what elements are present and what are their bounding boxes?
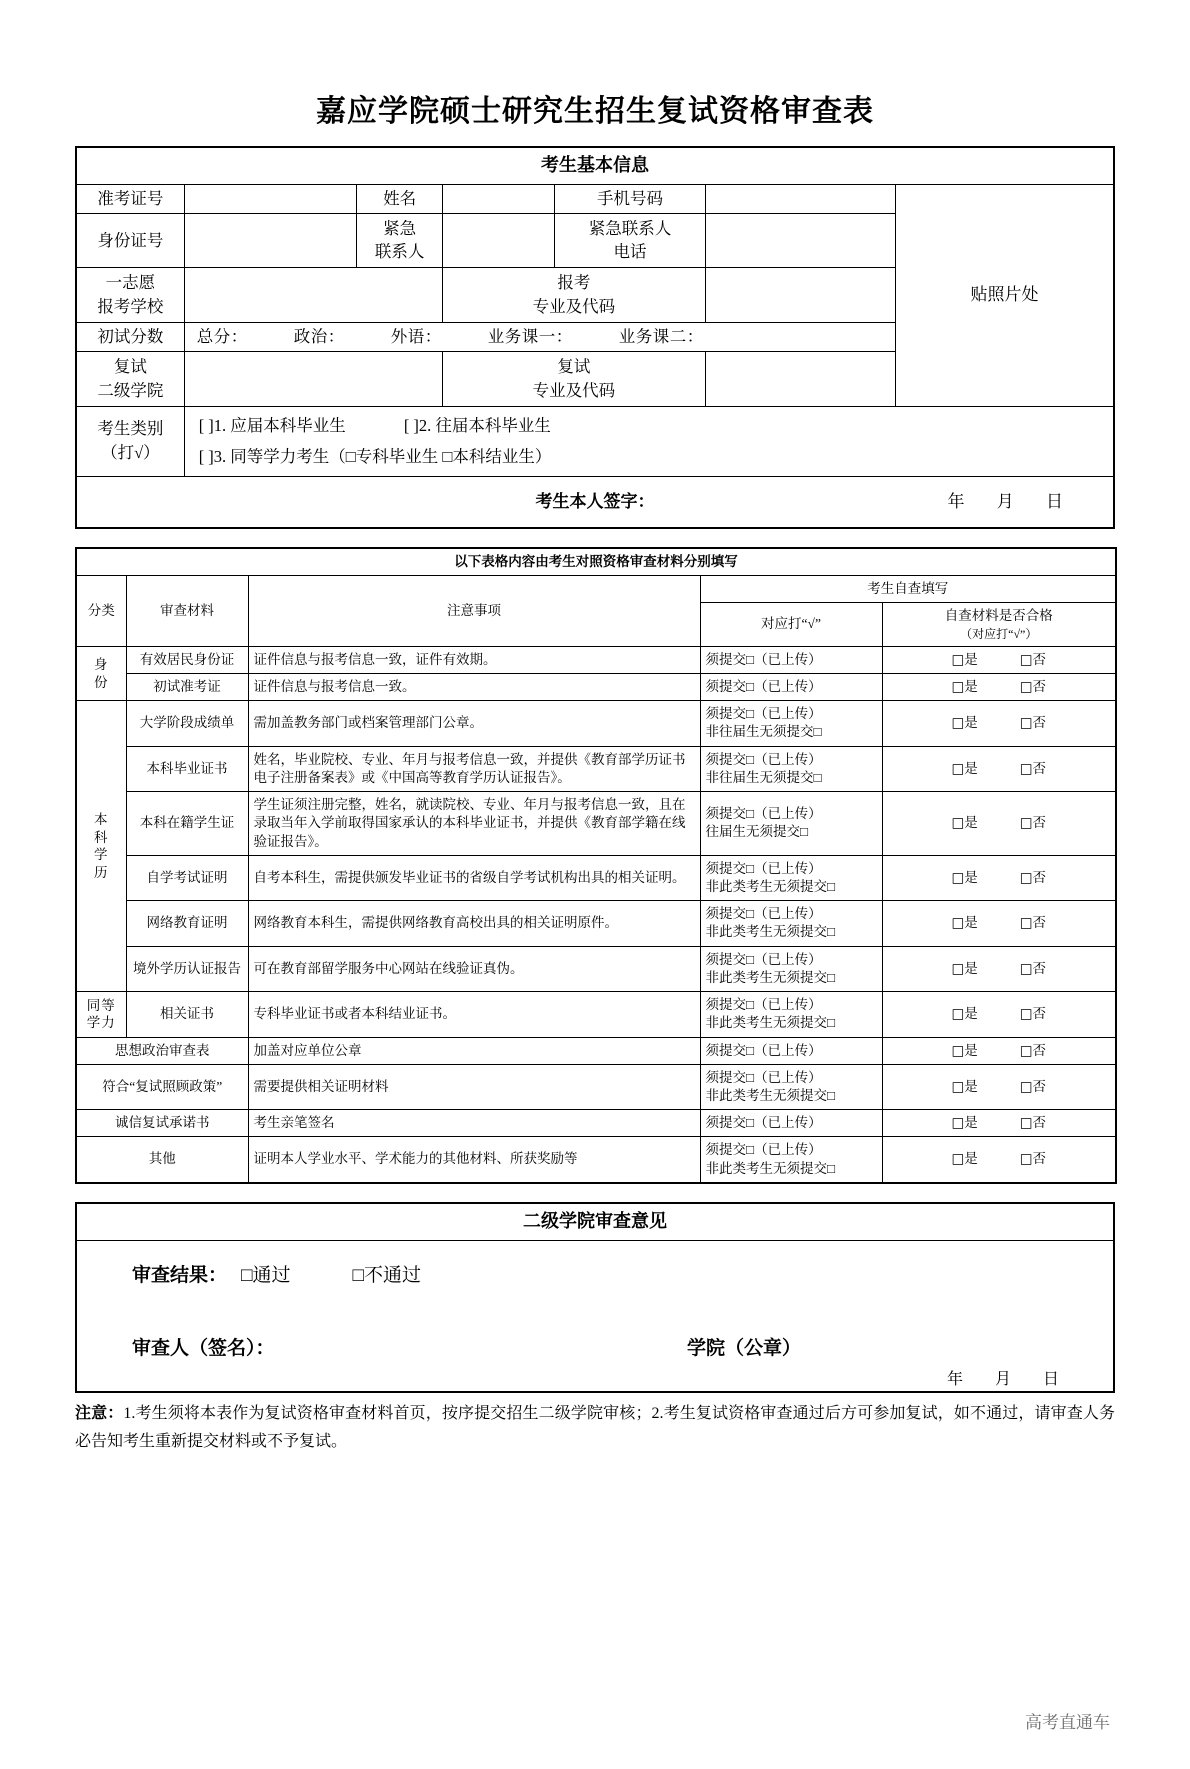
header-notes: 注意事项 [248, 576, 700, 647]
category-undergraduate-char-2: 科 [94, 829, 109, 845]
label-apply-major-line1: 报考 [557, 273, 591, 293]
checkbox-no[interactable]: □否 [1019, 760, 1047, 777]
materials-section-header [76, 548, 1116, 576]
field-apply-major[interactable] [705, 268, 895, 323]
field-retest-college[interactable] [184, 351, 442, 406]
material-name: 自学考试证明 [126, 855, 248, 900]
label-admission-ticket: 准考证号 [76, 184, 184, 213]
material-note: 姓名，毕业院校、专业、年月与报考信息一致，并提供《教育部学历证书电子注册备案表》或《中国高等教育学历认证报告》。 [248, 746, 700, 791]
label-retest-major [443, 351, 705, 406]
score-subject-two: 业务课二： [618, 327, 704, 347]
footnote-prefix: 注意： [75, 1404, 124, 1422]
material-name: 大学阶段成绩单 [126, 701, 248, 746]
score-total: 总分： [196, 327, 248, 347]
material-name: 其他 [76, 1137, 248, 1183]
submit-line-1: 须提交□（已上传） [705, 1142, 822, 1158]
table-row [76, 901, 1116, 946]
material-qualified[interactable] [882, 1037, 1116, 1064]
material-submit[interactable] [700, 946, 882, 991]
submit-line-2: 非此类考生无须提交□ [705, 1015, 836, 1031]
material-note: 证明本人学业水平、学术能力的其他材料、所获奖励等 [248, 1137, 700, 1183]
material-name: 本科在籍学生证 [126, 792, 248, 856]
score-politics: 政治： [293, 327, 345, 347]
material-qualified[interactable] [882, 901, 1116, 946]
label-name: 姓名 [357, 184, 443, 213]
material-name: 网络教育证明 [126, 901, 248, 946]
submit-line-2: 非往届生无须提交□ [705, 769, 822, 785]
material-qualified[interactable] [882, 674, 1116, 701]
material-qualified[interactable] [882, 1137, 1116, 1183]
photo-area: 贴照片处 [895, 184, 1114, 406]
label-id-number: 身份证号 [76, 213, 184, 268]
material-note: 自考本科生，需提供颁发毕业证书的省级自学考试机构出具的相关证明。 [248, 855, 700, 900]
table-row [76, 184, 1114, 213]
label-candidate-type-line1: 考生类别 [97, 419, 164, 439]
candidate-signature-row [76, 476, 1114, 528]
basic-info-table [75, 146, 1115, 529]
field-admission-ticket[interactable] [184, 184, 356, 213]
field-emergency-contact[interactable] [443, 213, 555, 268]
category-undergraduate-char-3: 学 [94, 847, 109, 863]
candidate-type-row1 [199, 410, 1107, 441]
material-qualified[interactable] [882, 701, 1116, 746]
label-first-choice-line1: 一志愿 [105, 273, 156, 293]
material-submit[interactable] [700, 701, 882, 746]
table-row [76, 476, 1114, 528]
category-undergraduate [76, 701, 126, 992]
candidate-type-options[interactable] [184, 406, 1114, 476]
material-note: 需加盖教务部门或档案管理部门公章。 [248, 701, 700, 746]
material-submit[interactable] [700, 1037, 882, 1064]
spacer [75, 529, 1115, 547]
checkbox-no[interactable]: □否 [1019, 815, 1047, 832]
watermark: 高考直通车 [1025, 1713, 1110, 1732]
reviewer-signature-label[interactable]: 审查人（签名）： [132, 1337, 275, 1359]
material-submit[interactable] [700, 792, 882, 856]
material-note: 证件信息与报考信息一致，证件有效期。 [248, 646, 700, 673]
submit-line-1: 须提交□（已上传） [705, 1042, 822, 1058]
table-row [76, 746, 1116, 791]
header-qualified [882, 603, 1116, 646]
table-row [76, 701, 1116, 746]
checkbox-no[interactable]: □否 [1019, 915, 1047, 932]
basic-info-title: 考生基本信息 [76, 147, 1114, 184]
category-equivalent [76, 992, 126, 1037]
label-apply-major-line2: 专业及代码 [532, 297, 616, 317]
college-seal-label: 学院（公章） [687, 1337, 802, 1359]
submit-line-1: 须提交□（已上传） [705, 997, 822, 1013]
field-retest-major[interactable] [705, 351, 895, 406]
submit-line-1: 须提交□（已上传） [705, 751, 822, 767]
checkbox-no[interactable]: □否 [1019, 1115, 1047, 1132]
material-name: 境外学历认证报告 [126, 946, 248, 991]
label-candidate-type [76, 406, 184, 476]
material-note: 加盖对应单位公章 [248, 1037, 700, 1064]
label-first-choice-school [76, 268, 184, 323]
material-note: 证件信息与报考信息一致。 [248, 674, 700, 701]
opinion-header-row [76, 1203, 1114, 1240]
material-note: 网络教育本科生，需提供网络教育高校出具的相关证明原件。 [248, 901, 700, 946]
header-material: 审查材料 [126, 576, 248, 647]
material-qualified[interactable] [882, 855, 1116, 900]
field-name[interactable] [443, 184, 555, 213]
opinion-body [76, 1240, 1114, 1392]
label-retest-college-line2: 二级学院 [97, 380, 164, 400]
material-submit[interactable] [700, 1110, 882, 1137]
material-name: 符合“复试照顾政策” [76, 1064, 248, 1109]
table-row [76, 1110, 1116, 1137]
footnote [75, 1400, 1115, 1456]
material-qualified[interactable] [882, 992, 1116, 1037]
material-submit[interactable] [700, 855, 882, 900]
header-qualified-line1: 自查材料是否合格 [944, 608, 1053, 624]
material-qualified[interactable] [882, 1064, 1116, 1109]
spacer [75, 1184, 1115, 1202]
label-emergency-contact-line1: 紧急 [383, 218, 417, 238]
submit-line-2: 非此类考生无须提交□ [705, 924, 836, 940]
material-qualified[interactable] [882, 792, 1116, 856]
category-undergraduate-char-4: 历 [94, 864, 109, 880]
table-row [76, 1137, 1116, 1183]
college-opinion-table [75, 1202, 1115, 1393]
label-mobile: 手机号码 [555, 184, 705, 213]
category-undergraduate-char-1: 本 [94, 812, 109, 828]
material-note: 专科毕业证书或者本科结业证书。 [248, 992, 700, 1037]
label-retest-major-line2: 专业及代码 [532, 380, 616, 400]
material-qualified[interactable] [882, 1110, 1116, 1137]
checkbox-no[interactable]: □否 [1019, 960, 1047, 977]
checkbox-yes[interactable]: □是 [951, 960, 978, 977]
label-retest-major-line1: 复试 [557, 356, 591, 376]
material-qualified[interactable] [882, 946, 1116, 991]
checkbox-yes[interactable]: □是 [951, 1151, 978, 1168]
candidate-type-option-3[interactable]: [ ]3. 同等学力考生（□专科毕业生 □本科结业生） [198, 447, 552, 467]
candidate-type-row2 [199, 441, 1107, 472]
material-name: 相关证书 [126, 992, 248, 1037]
submit-line-1: 须提交□（已上传） [705, 1115, 822, 1131]
page-title: 嘉应学院硕士研究生招生复试资格审查表 [316, 95, 874, 128]
label-emergency-contact [357, 213, 443, 268]
submit-line-2: 非往届生无须提交□ [705, 724, 822, 740]
table-row [76, 1037, 1116, 1064]
table-row [76, 406, 1114, 476]
material-name: 诚信复试承诺书 [76, 1110, 248, 1137]
document-page [0, 86, 1190, 1769]
checkbox-no[interactable]: □否 [1019, 1042, 1047, 1059]
table-row [76, 792, 1116, 856]
category-identity [76, 646, 126, 700]
submit-line-2: 非此类考生无须提交□ [705, 1087, 836, 1103]
material-submit[interactable] [700, 646, 882, 673]
candidate-type-option-2[interactable]: [ ]2. 往届本科毕业生 [403, 415, 551, 435]
submit-line-2: 非此类考生无须提交□ [705, 1160, 836, 1176]
submit-line-1: 须提交□（已上传） [705, 1069, 822, 1085]
checkbox-yes[interactable]: □是 [951, 679, 978, 695]
checkbox-yes[interactable]: □是 [951, 1078, 978, 1095]
checkbox-yes[interactable]: □是 [951, 760, 978, 777]
label-candidate-type-line2: （打√） [101, 443, 160, 463]
field-emergency-phone[interactable] [705, 213, 895, 268]
submit-line-1: 须提交□（已上传） [705, 860, 822, 876]
label-first-choice-line2: 报考学校 [97, 297, 164, 317]
material-submit[interactable] [700, 674, 882, 701]
material-submit[interactable] [700, 992, 882, 1037]
table-row [76, 946, 1116, 991]
material-submit[interactable] [700, 746, 882, 791]
header-qualified-line2: （对应打“√”） [960, 626, 1038, 641]
submit-line-1: 须提交□（已上传） [705, 706, 822, 722]
submit-line-2: 往届生无须提交□ [705, 824, 809, 840]
submit-line-1: 须提交□（已上传） [705, 906, 822, 922]
checkbox-no[interactable]: □否 [1019, 679, 1047, 695]
review-result-label: 审查结果： [132, 1264, 228, 1286]
opinion-date[interactable]: 年 月 日 [946, 1370, 1073, 1388]
label-emergency-contact-line2: 联系人 [374, 242, 425, 262]
candidate-type-option-1[interactable]: [ ]1. 应届本科毕业生 [198, 415, 346, 435]
material-submit[interactable] [700, 901, 882, 946]
label-retest-college [76, 351, 184, 406]
score-foreign-language: 外语： [390, 327, 442, 347]
label-emergency-phone-line1: 紧急联系人 [588, 218, 672, 238]
field-mobile[interactable] [705, 184, 895, 213]
label-retest-college-line1: 复试 [113, 356, 147, 376]
checkbox-yes[interactable]: □是 [951, 1115, 978, 1132]
material-qualified[interactable] [882, 746, 1116, 791]
category-identity-line1: 身 [94, 656, 109, 672]
field-id-number[interactable] [184, 213, 356, 268]
table-row [76, 855, 1116, 900]
material-name: 初试准考证 [126, 674, 248, 701]
table-row [76, 674, 1116, 701]
materials-table [75, 547, 1117, 1184]
checkbox-no[interactable]: □否 [1019, 715, 1047, 732]
label-first-exam-scores: 初试分数 [76, 323, 184, 352]
table-row [76, 1064, 1116, 1109]
basic-info-section-header [76, 147, 1114, 184]
label-emergency-phone-line2: 电话 [613, 242, 647, 262]
checkbox-yes[interactable]: □是 [951, 1042, 978, 1059]
field-first-choice-school[interactable] [184, 268, 442, 323]
checkbox-yes[interactable]: □是 [951, 1006, 978, 1023]
checkbox-yes[interactable]: □是 [951, 869, 978, 886]
label-apply-major [443, 268, 705, 323]
submit-line-1: 须提交□（已上传） [705, 951, 822, 967]
checkbox-pass[interactable]: □通过 [241, 1264, 291, 1286]
submit-line-2: 非此类考生无须提交□ [705, 969, 836, 985]
materials-title: 以下表格内容由考生对照资格审查材料分别填写 [76, 548, 1116, 576]
candidate-signature-label: 考生本人签字： [535, 491, 655, 511]
header-category: 分类 [76, 576, 126, 647]
opinion-body-row [76, 1240, 1114, 1392]
material-submit[interactable] [700, 1064, 882, 1109]
checkbox-yes[interactable]: □是 [951, 715, 978, 732]
score-subject-one: 业务课一： [487, 327, 573, 347]
header-tick: 对应打“√” [700, 603, 882, 646]
table-row [76, 646, 1116, 673]
material-submit[interactable] [700, 1137, 882, 1183]
checkbox-no[interactable]: □否 [1019, 1151, 1047, 1168]
material-note: 学生证须注册完整，姓名，就读院校、专业、年月与报考信息一致，且在录取当年入学前取得国家承认的本科毕业证书，并提供《教育部学籍在线验证报告》。 [248, 792, 700, 856]
material-note: 需要提供相关证明材料 [248, 1064, 700, 1109]
review-result [132, 1263, 421, 1288]
checkbox-no[interactable]: □否 [1019, 1006, 1047, 1023]
material-note: 考生亲笔签名 [248, 1110, 700, 1137]
checkbox-no[interactable]: □否 [1019, 651, 1047, 668]
checkbox-no[interactable]: □否 [1019, 869, 1047, 886]
submit-line-1: 须提交□（已上传） [705, 679, 822, 694]
checkbox-yes[interactable]: □是 [951, 815, 978, 832]
header-self-check: 考生自查填写 [700, 576, 1116, 603]
submit-line-1: 须提交□（已上传） [705, 651, 822, 667]
field-first-exam-scores[interactable] [184, 323, 895, 352]
category-identity-line2: 份 [94, 674, 109, 690]
material-name: 思想政治审查表 [76, 1037, 248, 1064]
submit-line-2: 非此类考生无须提交□ [705, 878, 836, 894]
label-emergency-phone [555, 213, 705, 268]
footnote-text: 1.考生须将本表作为复试资格审查材料首页，按序提交招生二级学院审核；2.考生复试资格审查通过后方可参加复试，如不通过，请审查人务必告知考生重新提交材料或不予复试。 [75, 1404, 1115, 1450]
materials-header-row-1 [76, 576, 1116, 603]
checkbox-yes[interactable]: □是 [951, 651, 978, 668]
material-name: 有效居民身份证 [126, 646, 248, 673]
category-equivalent-line2: 学力 [86, 1015, 116, 1031]
opinion-title: 二级学院审查意见 [76, 1203, 1114, 1240]
material-qualified[interactable] [882, 646, 1116, 673]
checkbox-yes[interactable]: □是 [951, 915, 978, 932]
material-name: 本科毕业证书 [126, 746, 248, 791]
candidate-signature-date[interactable]: 年 月 日 [947, 491, 1077, 511]
material-note: 可在教育部留学服务中心网站在线验证真伪。 [248, 946, 700, 991]
category-equivalent-line1: 同等 [86, 997, 116, 1013]
submit-line-1: 须提交□（已上传） [705, 806, 822, 822]
table-row [76, 992, 1116, 1037]
checkbox-no[interactable]: □否 [1019, 1078, 1047, 1095]
checkbox-fail[interactable]: □不通过 [352, 1264, 421, 1286]
